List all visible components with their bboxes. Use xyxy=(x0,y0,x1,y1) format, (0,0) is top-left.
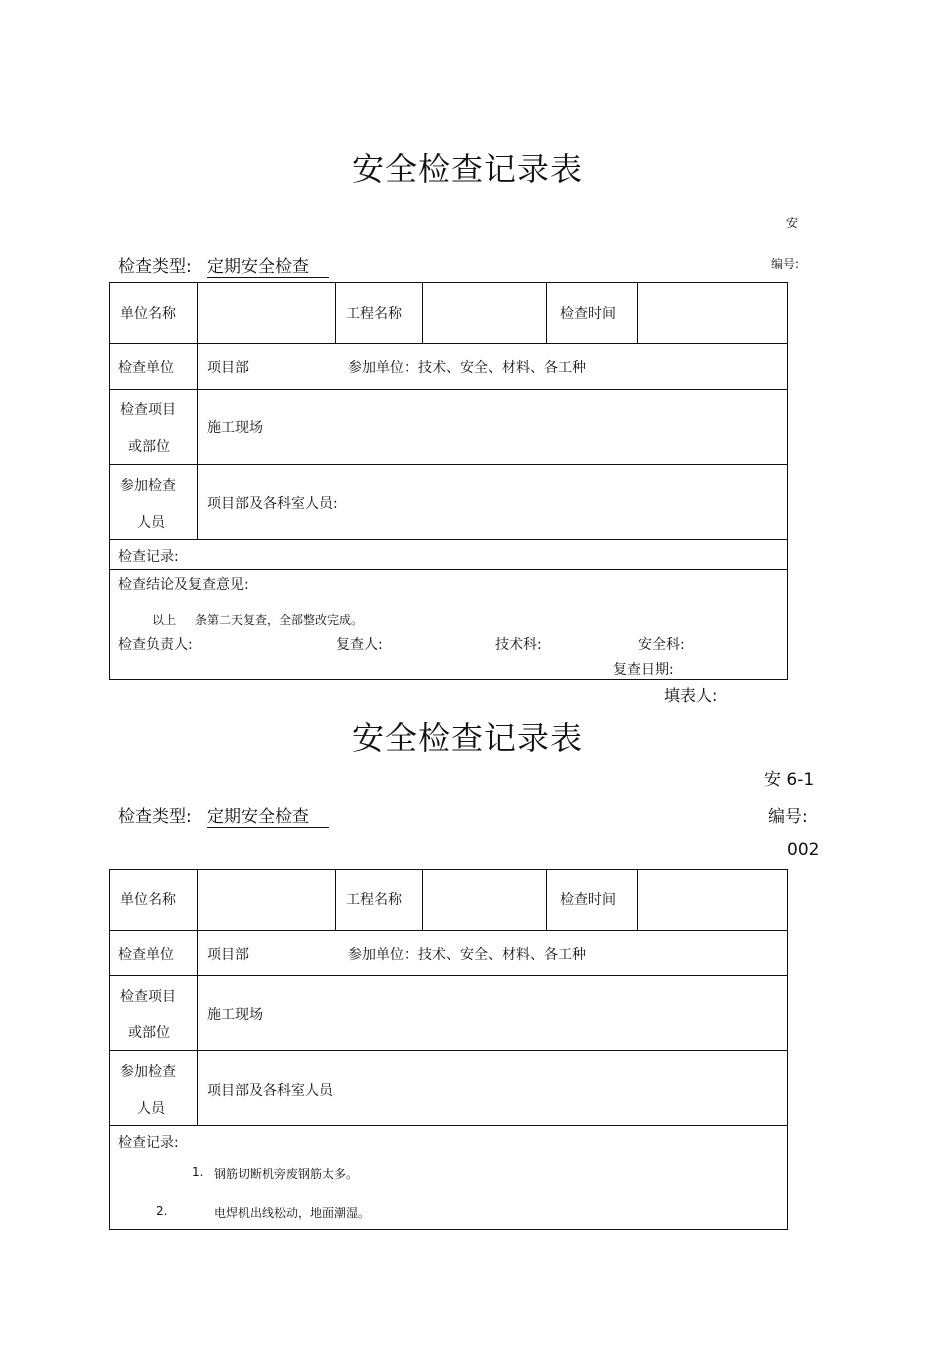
form1-item-label-1: 检查项目 xyxy=(120,402,176,418)
form1-item-label-2: 或部位 xyxy=(128,439,170,455)
form1-check-unit-label: 检查单位 xyxy=(118,360,174,376)
form2-col-divider xyxy=(422,869,423,930)
form2-number-value: 002 xyxy=(787,840,820,860)
form2-row-divider xyxy=(109,1125,788,1126)
form1-row-divider xyxy=(109,464,788,465)
form2-persons-value: 项目部及各科室人员 xyxy=(207,1083,333,1099)
form2-item-value: 施工现场 xyxy=(207,1007,263,1023)
form1-col-divider xyxy=(637,282,638,343)
form2-project-name-label: 工程名称 xyxy=(346,892,402,908)
form2-row-divider xyxy=(109,975,788,976)
form2-item-label-1: 检查项目 xyxy=(120,989,176,1005)
form2-record-1-text: 钢筋切断机旁废钢筋太多。 xyxy=(214,1167,359,1181)
form2-record-label: 检查记录: xyxy=(118,1135,179,1151)
form1-row-divider xyxy=(109,343,788,344)
form2-col-divider xyxy=(637,869,638,930)
form1-persons-label-2: 人员 xyxy=(137,515,165,531)
form1-col-divider xyxy=(197,282,198,539)
form2-participating-units: 参加单位：技术、安全、材料、各工种 xyxy=(348,947,586,963)
form1-code: 安 xyxy=(786,216,799,230)
form1-check-unit-value: 项目部 xyxy=(207,360,249,376)
form2-check-unit-label: 检查单位 xyxy=(118,947,174,963)
form2-check-time-label: 检查时间 xyxy=(560,892,616,908)
form2-row-divider xyxy=(109,1050,788,1051)
form2-record-1-num: 1. xyxy=(192,1165,204,1179)
form1-persons-label-1: 参加检查 xyxy=(120,478,176,494)
form1-tech-label: 技术科: xyxy=(495,637,542,653)
form2-col-divider xyxy=(335,869,336,930)
form1-col-divider xyxy=(422,282,423,343)
form2-title: 安全检查记录表 xyxy=(352,719,584,757)
form1-row-divider xyxy=(109,539,788,540)
form2-record-2-text: 电焊机出线松动，地面潮湿。 xyxy=(214,1206,371,1220)
form1-review-date-label: 复查日期: xyxy=(613,662,674,678)
form1-record-label: 检查记录: xyxy=(118,549,179,565)
form1-reviewer-label: 复查人: xyxy=(336,637,383,653)
form1-row-divider xyxy=(109,569,788,570)
form1-check-time-label: 检查时间 xyxy=(560,306,616,322)
form1-conclusion-label: 检查结论及复查意见: xyxy=(118,577,249,593)
form1-project-name-label: 工程名称 xyxy=(346,306,402,322)
form2-col-divider xyxy=(546,869,547,930)
form1-col-divider xyxy=(335,282,336,343)
form1-item-value: 施工现场 xyxy=(207,420,263,436)
form2-persons-label-2: 人员 xyxy=(137,1101,165,1117)
form1-col-divider xyxy=(546,282,547,343)
form2-row-divider xyxy=(109,930,788,931)
form2-item-label-2: 或部位 xyxy=(128,1025,170,1041)
form2-code: 安 6-1 xyxy=(764,770,815,790)
form1-safety-label: 安全科: xyxy=(638,637,685,653)
form1-persons-value: 项目部及各科室人员: xyxy=(207,496,338,512)
form2-record-2-num: 2. xyxy=(156,1204,168,1218)
form1-number-label: 编号: xyxy=(771,257,800,271)
form1-inspector-label: 检查负责人: xyxy=(118,637,193,653)
form1-title: 安全检查记录表 xyxy=(352,150,584,188)
form1-conclusion-b: 条第二天复查，全部整改完成。 xyxy=(195,613,364,627)
form2-type-value: 定期安全检查 xyxy=(207,802,329,828)
form1-type-value: 定期安全检查 xyxy=(207,252,329,278)
form1-row-divider xyxy=(109,389,788,390)
form2-unit-name-label: 单位名称 xyxy=(120,892,176,908)
form2-col-divider xyxy=(197,869,198,1125)
form2-persons-label-1: 参加检查 xyxy=(120,1064,176,1080)
form1-filler-label: 填表人: xyxy=(664,686,718,705)
form2-check-unit-value: 项目部 xyxy=(207,947,249,963)
form2-number-label: 编号: xyxy=(768,807,808,827)
form2-type-label: 检查类型: xyxy=(118,807,192,827)
form1-type-label: 检查类型: xyxy=(118,257,192,277)
form1-conclusion-a: 以上 xyxy=(152,613,177,627)
form1-unit-name-label: 单位名称 xyxy=(120,306,176,322)
form1-participating-units: 参加单位：技术、安全、材料、各工种 xyxy=(348,360,586,376)
